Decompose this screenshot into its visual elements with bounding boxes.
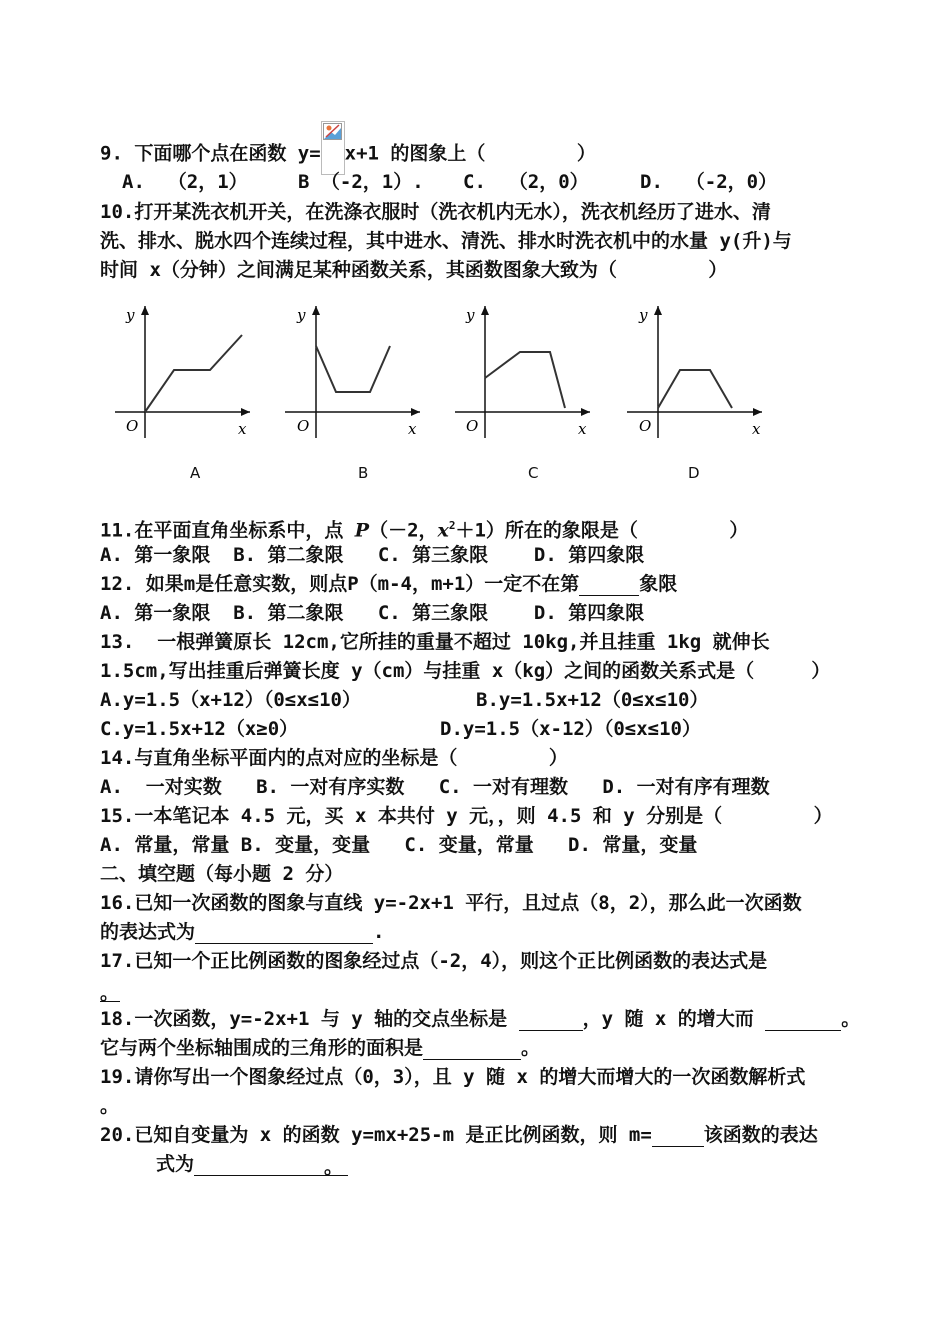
graph-a-label: A: [190, 464, 201, 482]
graph-c-label: C: [528, 464, 539, 482]
graph-b: [280, 298, 430, 448]
q9-option-a: A. （2，1）: [122, 171, 248, 193]
graph-d-label: D: [688, 464, 700, 482]
q18-blank-1: [519, 1010, 583, 1031]
q13-line-2: 1.5cm,写出挂重后弹簧长度 y（cm）与挂重 x（kg）之间的函数关系式是（ ）: [100, 660, 831, 682]
q13-line-1: 13. 一根弹簧原长 12cm,它所挂的重量不超过 10kg,并且挂重 1kg 就伸长: [100, 631, 770, 653]
q11-options: A. 第一象限 B. 第二象限 C. 第三象限 D. 第四象限: [100, 544, 645, 566]
q12-stem: 12. 如果m是任意实数，则点P（m-4，m+1）一定不在第 象限: [100, 573, 678, 595]
graph-b-y-label: y: [297, 306, 306, 324]
q18-line-2: 它与两个坐标轴围成的三角形的面积是 。: [100, 1037, 541, 1059]
q16-line-2: 的表达式为 .: [100, 921, 385, 943]
q11-stem: 11.在平面直角坐标系中，点 P（－2，$x^2+1$）所在的象限是（ ）: [100, 519, 749, 542]
graph-a-x-label: x: [238, 420, 247, 438]
graph-c-origin: O: [466, 417, 479, 435]
q10-line-3: 时间 x（分钟）之间满足某种函数关系，其函数图象大致为（ ）: [100, 259, 728, 281]
q20-line-2: 式为 。: [156, 1152, 348, 1176]
graph-a-origin: O: [126, 417, 139, 435]
q15-stem: 15.一本笔记本 4.5 元，买 x 本共付 y 元，，则 4.5 和 y 分别是（ ）: [100, 805, 833, 827]
q9-stem: 9. 下面哪个点在函数 y= x+1 的图象上（ ）: [100, 127, 596, 181]
graph-a: [110, 298, 260, 448]
graph-d: [622, 298, 772, 448]
graph-d-y-label: y: [639, 306, 648, 324]
q19-line-2: 。: [100, 1095, 120, 1117]
q13-option-c: C.y=1.5x+12（x≥0）: [100, 718, 299, 740]
graph-d-curve: [658, 370, 732, 408]
q20-blank-1: [652, 1126, 704, 1147]
q20-blank-2: [194, 1155, 324, 1176]
q18-line-1: 18.一次函数，y=-2x+1 与 y 轴的交点坐标是 ，y 随 x 的增大而 。: [100, 1008, 861, 1030]
q13-option-d: D.y=1.5（x-12）（0≤x≤10）: [440, 718, 701, 740]
q12-blank: [579, 575, 639, 596]
section-heading: 二、填空题（每小题 2 分）: [100, 863, 344, 885]
q17-line-1: 17.已知一个正比例函数的图象经过点（-2，4），则这个正比例函数的表达式是: [100, 950, 768, 972]
graph-a-curve: [145, 335, 242, 412]
q17-line-2: 。: [100, 982, 120, 1004]
graph-b-origin: O: [297, 417, 310, 435]
q14-stem: 14.与直角坐标平面内的点对应的坐标是（ ）: [100, 747, 568, 769]
q13-option-a: A.y=1.5（x+12）（0≤x≤10）: [100, 689, 361, 711]
graph-b-label: B: [358, 464, 369, 482]
q10-line-1: 10.打开某洗衣机开关，在洗涤衣服时（洗衣机内无水），洗衣机经历了进水、清: [100, 201, 771, 223]
graph-d-origin: O: [639, 417, 652, 435]
graph-b-curve: [316, 346, 390, 392]
q9-option-c: C. （2，0）: [463, 171, 589, 193]
q15-options: A. 常量，常量 B. 变量，变量 C. 变量，常量 D. 常量，变量: [100, 834, 698, 856]
graph-d-x-label: x: [752, 420, 761, 438]
q9-option-b: B （-2，1）.: [298, 171, 424, 193]
graph-c-x-label: x: [578, 420, 587, 438]
q13-option-b: B.y=1.5x+12（0≤x≤10）: [476, 689, 709, 711]
q20-line-1: 20.已知自变量为 x 的函数 y=mx+25-m 是正比例函数，则 m= 该函数的表达: [100, 1124, 818, 1146]
q16-blank: [195, 923, 373, 944]
q9-option-d: D. （-2，0）: [640, 171, 778, 193]
graph-c: [450, 298, 600, 448]
q18-blank-3: [423, 1039, 521, 1060]
broken-image-icon: [321, 121, 345, 175]
q14-options: A. 一对实数 B. 一对有序实数 C. 一对有理数 D. 一对有序有理数: [100, 776, 770, 798]
q16-line-1: 16.已知一次函数的图象与直线 y=-2x+1 平行，且过点（8，2），那么此一次函数: [100, 892, 802, 914]
q12-options: A. 第一象限 B. 第二象限 C. 第三象限 D. 第四象限: [100, 602, 645, 624]
graph-a-y-label: y: [126, 306, 135, 324]
graph-c-y-label: y: [466, 306, 475, 324]
q10-line-2: 洗、排水、脱水四个连续过程，其中进水、清洗、排水时洗衣机中的水量 y(升)与: [100, 230, 792, 252]
q18-blank-2: [765, 1010, 841, 1031]
q19-line-1: 19.请你写出一个图象经过点（0，3），且 y 随 x 的增大而增大的一次函数解析式: [100, 1066, 806, 1088]
graph-b-x-label: x: [408, 420, 417, 438]
graph-c-curve: [485, 352, 565, 408]
